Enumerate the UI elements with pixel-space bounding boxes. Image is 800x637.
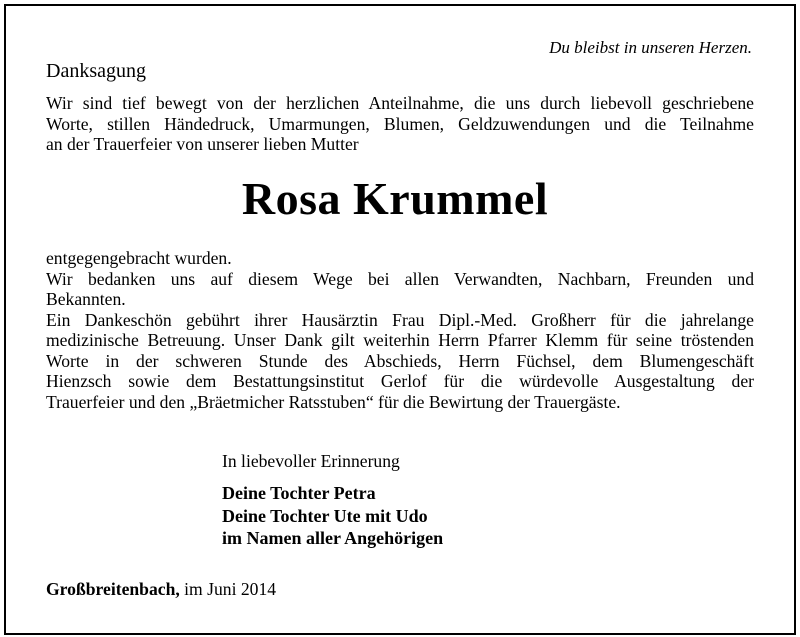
body-line: medizinische Betreuung. Unser Dank gilt weiterhin Herrn Pfarrer Klemm für seine tröstenden xyxy=(46,330,754,350)
body-line: Wir bedanken uns auf diesem Wege bei allen Verwandten, Nachbarn, Freunden und xyxy=(46,268,754,289)
intro-line: Wir sind tief bewegt von der herzlichen Anteilnahme, die uns durch liebevoll geschriebene xyxy=(46,93,754,113)
signature-block xyxy=(222,482,443,550)
intro-line: Worte, stillen Händedruck, Umarmungen, Blumen, Geldzuwendungen und die Teilnahme xyxy=(46,113,754,134)
body-line: Ein Dankeschön gebührt ihrer Hausärztin Frau Dipl.-Med. Großherr für die jahrelange xyxy=(46,309,754,330)
notice-heading: Danksagung xyxy=(46,60,146,82)
intro-line: an der Trauerfeier von unserer lieben Mutter xyxy=(46,134,359,154)
body-paragraph xyxy=(46,248,754,412)
footer-place: Großbreitenbach, xyxy=(46,579,180,599)
deceased-name: Rosa Krummel xyxy=(241,173,549,224)
body-line: Worte in der schweren Stunde des Abschieds, Herrn Füchsel, dem Blumengeschäft xyxy=(46,350,754,371)
body-line: entgegengebracht wurden. xyxy=(46,248,232,268)
body-line: Trauerfeier und den „Bräetmicher Ratsstuben“ für die Bewirtung der Trauergäste. xyxy=(46,391,621,412)
place-date xyxy=(46,579,276,600)
body-line: Bekannten. xyxy=(46,289,126,309)
intro-paragraph xyxy=(46,93,754,155)
closing-phrase: In liebevoller Erinnerung xyxy=(222,451,400,471)
footer-date: im Juni 2014 xyxy=(179,579,277,599)
signature-line: im Namen aller Angehörigen xyxy=(222,528,444,548)
body-line: Hienzsch sowie dem Bestattungsinstitut Gerlof für die würdevolle Ausgestaltung der xyxy=(46,371,754,391)
motto: Du bleibst in unseren Herzen. xyxy=(549,38,752,57)
signature-line: Deine Tochter Ute mit Udo xyxy=(222,505,428,526)
signature-line: Deine Tochter Petra xyxy=(222,483,376,503)
